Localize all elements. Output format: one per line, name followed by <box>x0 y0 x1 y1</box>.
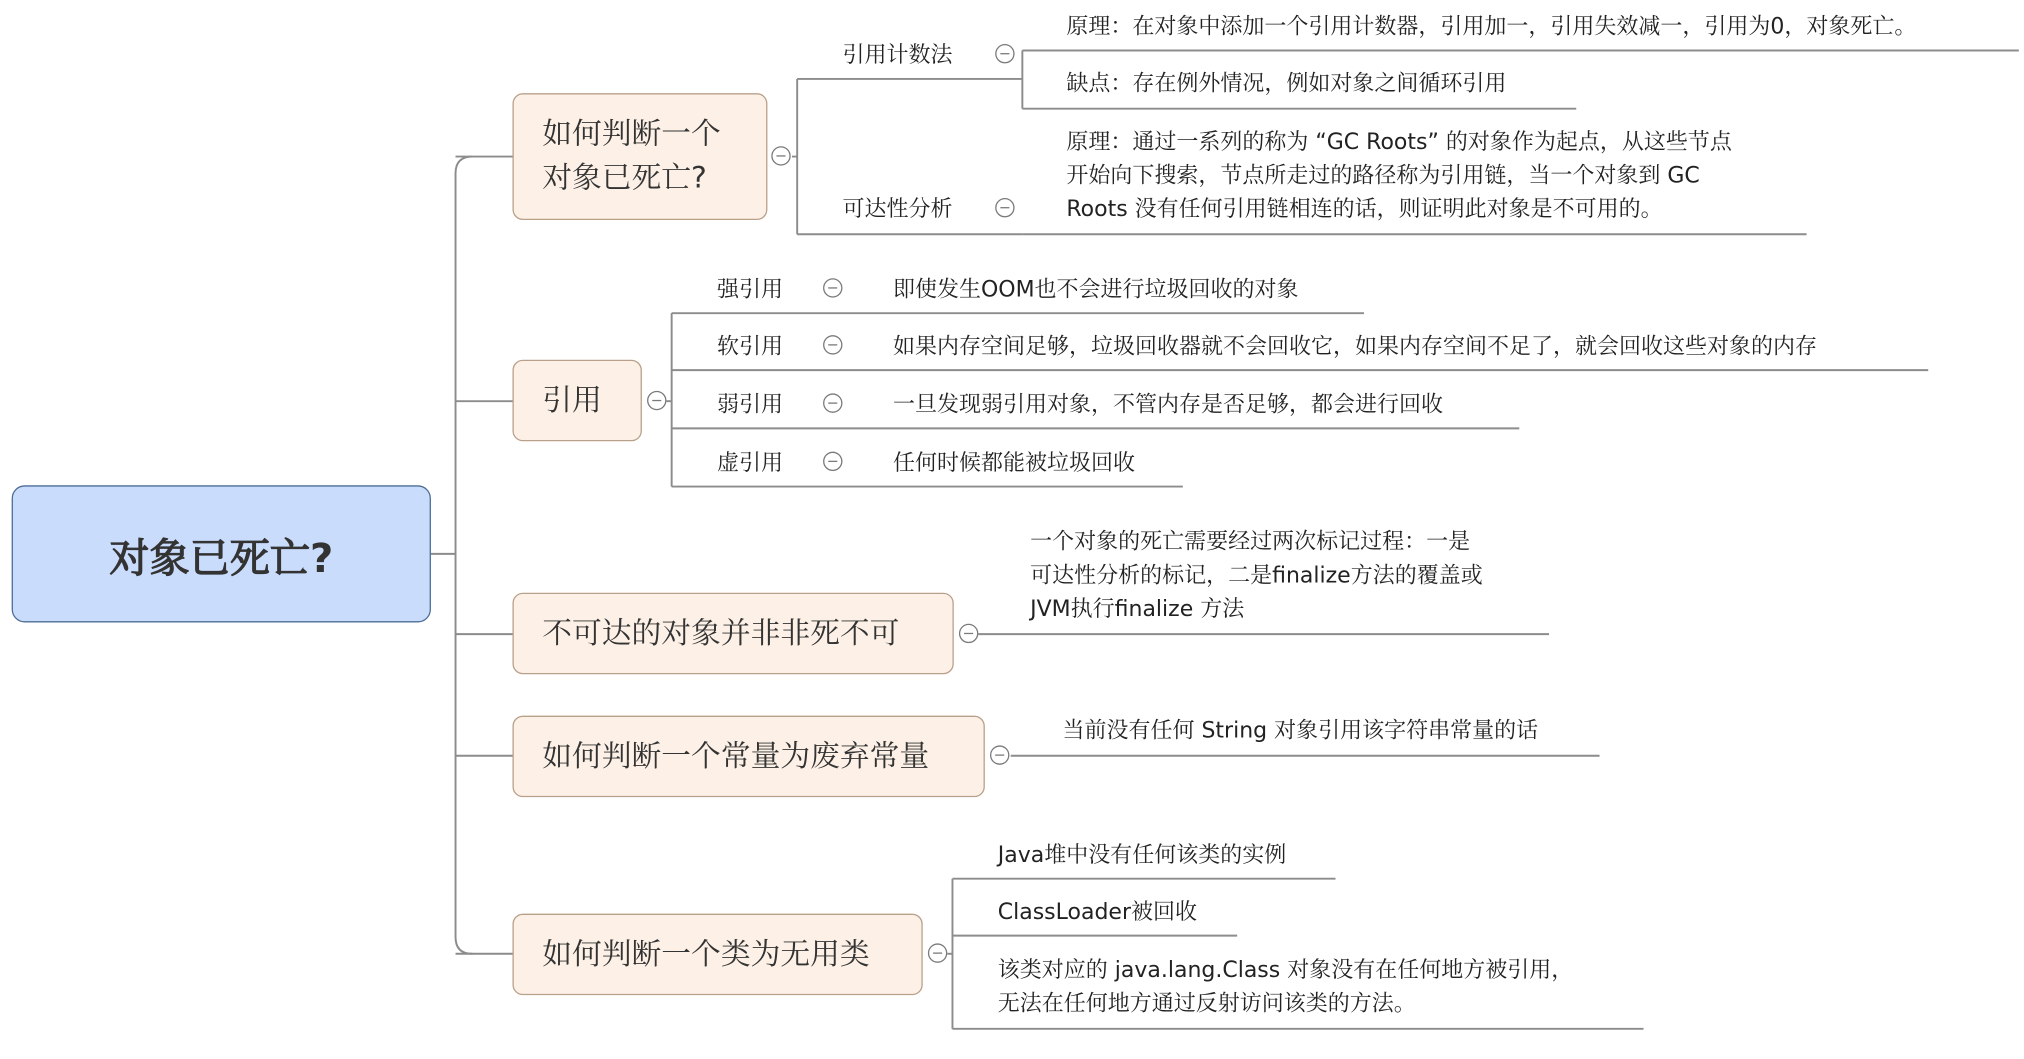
root-topic-label: 对象已死亡? <box>109 535 334 582</box>
subtopic-reference-counting[interactable]: 引用计数法 <box>842 42 953 69</box>
detail-text: 任何时候都能被垃圾回收 <box>892 450 1135 477</box>
collapse-icon[interactable] <box>990 745 1009 764</box>
collapse-icon[interactable] <box>823 335 842 354</box>
subtopic-weak-reference[interactable]: 弱引用 <box>716 392 783 419</box>
detail-text: 缺点：存在例外情况，例如对象之间循环引用 <box>1066 71 1507 98</box>
detail-text: 原理：通过一系列的称为 “GC Roots” 的对象作为起点，从这些节点 开始向下搜索，节点所走过的路径称为引用链，当一个对象到 GC Roots 没有任何引用链相连的话，则证明此对象是不可用的。 <box>1066 129 1732 223</box>
subtopic-strong-reference[interactable]: 强引用 <box>716 276 783 303</box>
branch-topic-label: 如何判断一个 对象已死亡? <box>542 117 721 196</box>
branch-topic-label: 引用 <box>542 383 602 418</box>
collapse-icon[interactable] <box>995 198 1014 217</box>
branch-topic-dead-object[interactable] <box>512 93 767 220</box>
branch-topic-abandoned-constant[interactable] <box>512 716 984 798</box>
subtopic-soft-reference[interactable]: 软引用 <box>716 333 783 360</box>
subtopic-reachability-analysis[interactable]: 可达性分析 <box>842 196 953 223</box>
connector-b1-bracket <box>792 79 797 234</box>
subtopic-phantom-reference[interactable]: 虚引用 <box>716 450 783 477</box>
collapse-icon[interactable] <box>995 44 1014 63</box>
branch-topic-label: 如何判断一个常量为废弃常量 <box>542 739 930 774</box>
detail-text: 该类对应的 java.lang.Class 对象没有在任何地方被引用， 无法在任何地方通过反射访问该类的方法。 <box>997 957 1574 1018</box>
detail-text: 一旦发现弱引用对象，不管内存是否足够，都会进行回收 <box>892 392 1443 419</box>
collapse-icon[interactable] <box>823 452 842 471</box>
branch-topic-references[interactable] <box>512 360 641 442</box>
detail-text: 一个对象的死亡需要经过两次标记过程：一是 可达性分析的标记，二是finalize方法的覆盖或 JVM执行finalize 方法 <box>1030 529 1483 623</box>
branch-topic-useless-class[interactable] <box>512 914 922 996</box>
collapse-icon[interactable] <box>771 146 790 165</box>
detail-text: 原理：在对象中添加一个引用计数器，引用加一，引用失效减一，引用为0，对象死亡。 <box>1066 14 1917 41</box>
branch-topic-unreachable[interactable] <box>512 593 953 675</box>
root-topic[interactable] <box>12 485 431 622</box>
collapse-icon[interactable] <box>647 391 666 410</box>
detail-text: 如果内存空间足够，垃圾回收器就不会回收它，如果内存空间不足了，就会回收这些对象的内存 <box>892 333 1817 360</box>
collapse-icon[interactable] <box>928 943 947 962</box>
collapse-icon[interactable] <box>823 278 842 297</box>
collapse-icon[interactable] <box>959 624 978 643</box>
detail-text: 即使发生OOM也不会进行垃圾回收的对象 <box>892 276 1299 303</box>
collapse-icon[interactable] <box>823 393 842 412</box>
detail-text: 当前没有任何 String 对象引用该字符串常量的话 <box>1062 718 1539 745</box>
branch-topic-label: 如何判断一个类为无用类 <box>542 937 870 972</box>
connector-spine <box>456 157 473 954</box>
detail-text: Java堆中没有任何该类的实例 <box>997 842 1287 869</box>
detail-text: ClassLoader被回收 <box>997 899 1198 926</box>
branch-topic-label: 不可达的对象并非非死不可 <box>542 616 900 651</box>
